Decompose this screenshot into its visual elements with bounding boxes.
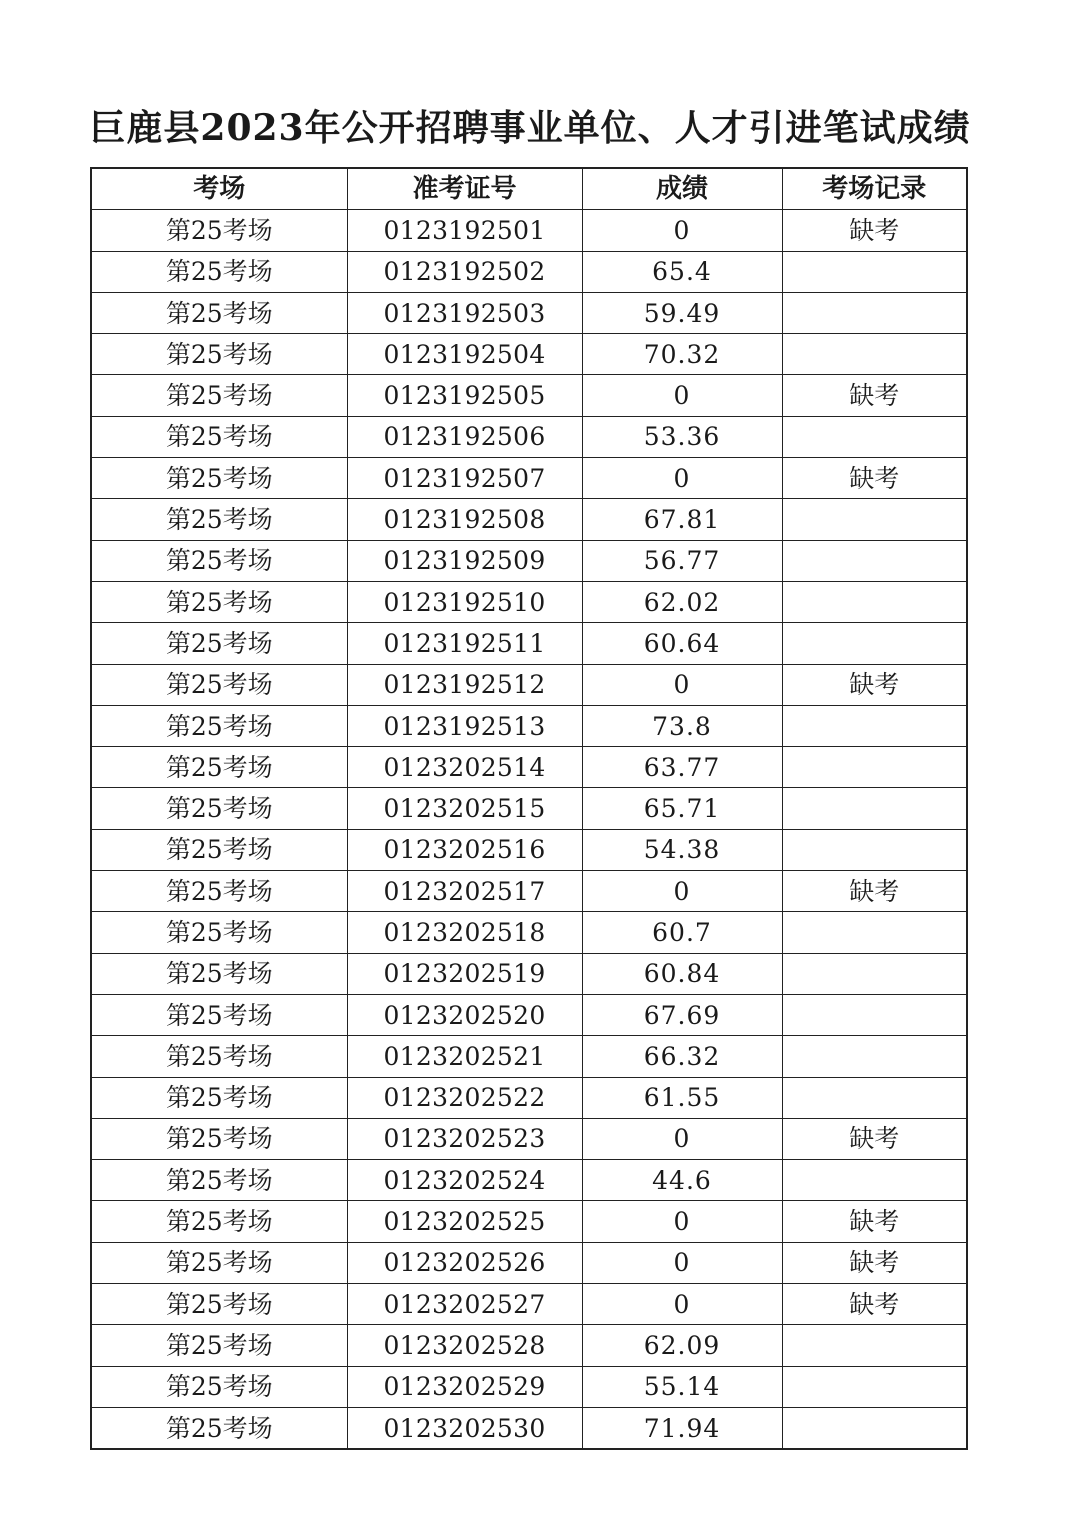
cell-room: 第25考场 [91, 581, 347, 622]
cell-room-record [782, 1077, 967, 1118]
cell-room: 第25考场 [91, 1201, 347, 1242]
cell-room-record: 缺考 [782, 1242, 967, 1283]
table-row [91, 251, 967, 292]
cell-room: 第25考场 [91, 1407, 347, 1449]
cell-room: 第25考场 [91, 1366, 347, 1407]
cell-room: 第25考场 [91, 540, 347, 581]
cell-room: 第25考场 [91, 623, 347, 664]
cell-room: 第25考场 [91, 1325, 347, 1366]
cell-room: 第25考场 [91, 871, 347, 912]
header-ticket-number: 准考证号 [347, 168, 582, 210]
cell-room-record: 缺考 [782, 1118, 967, 1159]
cell-ticket-number: 0123202517 [347, 871, 582, 912]
cell-score: 44.6 [582, 1160, 782, 1201]
cell-room: 第25考场 [91, 210, 347, 251]
cell-room-record: 缺考 [782, 664, 967, 705]
cell-room-record [782, 953, 967, 994]
table-row [91, 1325, 967, 1366]
cell-room: 第25考场 [91, 1160, 347, 1201]
cell-ticket-number: 0123202520 [347, 994, 582, 1035]
table-row [91, 912, 967, 953]
cell-room-record [782, 829, 967, 870]
cell-ticket-number: 0123202516 [347, 829, 582, 870]
cell-score: 65.71 [582, 788, 782, 829]
cell-room: 第25考场 [91, 1284, 347, 1325]
cell-room-record: 缺考 [782, 1201, 967, 1242]
cell-room: 第25考场 [91, 251, 347, 292]
cell-room: 第25考场 [91, 1242, 347, 1283]
cell-score: 60.84 [582, 953, 782, 994]
cell-score: 62.09 [582, 1325, 782, 1366]
cell-ticket-number: 0123202527 [347, 1284, 582, 1325]
cell-score: 70.32 [582, 334, 782, 375]
cell-ticket-number: 0123202530 [347, 1407, 582, 1449]
cell-room-record [782, 499, 967, 540]
cell-score: 60.7 [582, 912, 782, 953]
cell-ticket-number: 0123192512 [347, 664, 582, 705]
cell-ticket-number: 0123192508 [347, 499, 582, 540]
cell-ticket-number: 0123202523 [347, 1118, 582, 1159]
cell-ticket-number: 0123202519 [347, 953, 582, 994]
cell-score: 0 [582, 458, 782, 499]
cell-room: 第25考场 [91, 292, 347, 333]
cell-room-record [782, 251, 967, 292]
cell-room: 第25考场 [91, 458, 347, 499]
cell-ticket-number: 0123202529 [347, 1366, 582, 1407]
cell-room-record [782, 623, 967, 664]
cell-ticket-number: 0123192506 [347, 416, 582, 457]
table-row [91, 1407, 967, 1449]
cell-room-record [782, 788, 967, 829]
table-row [91, 623, 967, 664]
cell-room-record: 缺考 [782, 871, 967, 912]
cell-ticket-number: 0123192504 [347, 334, 582, 375]
cell-score: 0 [582, 664, 782, 705]
cell-ticket-number: 0123192513 [347, 705, 582, 746]
cell-room-record [782, 581, 967, 622]
table-row [91, 747, 967, 788]
table-row [91, 416, 967, 457]
cell-score: 73.8 [582, 705, 782, 746]
cell-ticket-number: 0123192509 [347, 540, 582, 581]
cell-room: 第25考场 [91, 994, 347, 1035]
header-room: 考场 [91, 168, 347, 210]
table-header [91, 168, 967, 210]
table-row [91, 705, 967, 746]
cell-score: 54.38 [582, 829, 782, 870]
table-row [91, 664, 967, 705]
cell-score: 56.77 [582, 540, 782, 581]
cell-room-record [782, 1325, 967, 1366]
cell-score: 66.32 [582, 1036, 782, 1077]
table-row [91, 1118, 967, 1159]
cell-room: 第25考场 [91, 1036, 347, 1077]
cell-room: 第25考场 [91, 705, 347, 746]
cell-room-record: 缺考 [782, 458, 967, 499]
cell-room-record [782, 994, 967, 1035]
cell-room: 第25考场 [91, 1077, 347, 1118]
cell-score: 67.69 [582, 994, 782, 1035]
cell-score: 59.49 [582, 292, 782, 333]
cell-score: 71.94 [582, 1407, 782, 1449]
cell-ticket-number: 0123192502 [347, 251, 582, 292]
table-row [91, 540, 967, 581]
cell-room-record: 缺考 [782, 1284, 967, 1325]
cell-room-record [782, 1036, 967, 1077]
cell-room: 第25考场 [91, 499, 347, 540]
table-row [91, 1077, 967, 1118]
header-row [91, 168, 967, 210]
cell-ticket-number: 0123192501 [347, 210, 582, 251]
cell-room-record [782, 1366, 967, 1407]
table-row [91, 499, 967, 540]
cell-room: 第25考场 [91, 747, 347, 788]
cell-room: 第25考场 [91, 334, 347, 375]
cell-ticket-number: 0123202525 [347, 1201, 582, 1242]
page-title: 巨鹿县2023年公开招聘事业单位、人才引进笔试成绩 [89, 107, 971, 149]
cell-ticket-number: 0123202528 [347, 1325, 582, 1366]
table-row [91, 292, 967, 333]
score-table [90, 167, 968, 1450]
header-score: 成绩 [582, 168, 782, 210]
cell-ticket-number: 0123192510 [347, 581, 582, 622]
cell-room: 第25考场 [91, 912, 347, 953]
cell-score: 0 [582, 1118, 782, 1159]
cell-score: 65.4 [582, 251, 782, 292]
cell-room: 第25考场 [91, 788, 347, 829]
cell-ticket-number: 0123202521 [347, 1036, 582, 1077]
cell-ticket-number: 0123202518 [347, 912, 582, 953]
cell-room-record [782, 540, 967, 581]
cell-room-record [782, 912, 967, 953]
cell-ticket-number: 0123192505 [347, 375, 582, 416]
cell-room: 第25考场 [91, 829, 347, 870]
cell-ticket-number: 0123192511 [347, 623, 582, 664]
cell-ticket-number: 0123202515 [347, 788, 582, 829]
cell-score: 0 [582, 871, 782, 912]
table-row [91, 375, 967, 416]
table-row [91, 829, 967, 870]
cell-room-record [782, 705, 967, 746]
table-row [91, 458, 967, 499]
table-row [91, 788, 967, 829]
cell-score: 0 [582, 1201, 782, 1242]
table-row [91, 994, 967, 1035]
cell-score: 61.55 [582, 1077, 782, 1118]
table-body [91, 210, 967, 1449]
cell-room: 第25考场 [91, 1118, 347, 1159]
table-row [91, 1242, 967, 1283]
cell-room: 第25考场 [91, 953, 347, 994]
cell-ticket-number: 0123202526 [347, 1242, 582, 1283]
cell-ticket-number: 0123192507 [347, 458, 582, 499]
cell-score: 0 [582, 1284, 782, 1325]
table-row [91, 1036, 967, 1077]
cell-room: 第25考场 [91, 375, 347, 416]
table-row [91, 1366, 967, 1407]
table-row [91, 871, 967, 912]
cell-score: 67.81 [582, 499, 782, 540]
cell-room-record [782, 1160, 967, 1201]
table-row [91, 210, 967, 251]
table-row [91, 1160, 967, 1201]
header-room-record: 考场记录 [782, 168, 967, 210]
cell-score: 60.64 [582, 623, 782, 664]
cell-room-record [782, 1407, 967, 1449]
cell-room: 第25考场 [91, 664, 347, 705]
table-row [91, 334, 967, 375]
cell-score: 0 [582, 210, 782, 251]
cell-room: 第25考场 [91, 416, 347, 457]
cell-score: 0 [582, 375, 782, 416]
cell-ticket-number: 0123202522 [347, 1077, 582, 1118]
table-row [91, 1201, 967, 1242]
table-row [91, 581, 967, 622]
table-row [91, 1284, 967, 1325]
cell-ticket-number: 0123202514 [347, 747, 582, 788]
cell-room-record: 缺考 [782, 375, 967, 416]
cell-score: 62.02 [582, 581, 782, 622]
table-row [91, 953, 967, 994]
cell-ticket-number: 0123202524 [347, 1160, 582, 1201]
cell-room-record [782, 747, 967, 788]
cell-room-record [782, 334, 967, 375]
cell-score: 55.14 [582, 1366, 782, 1407]
cell-score: 0 [582, 1242, 782, 1283]
cell-room-record [782, 416, 967, 457]
cell-score: 53.36 [582, 416, 782, 457]
cell-room-record [782, 292, 967, 333]
cell-score: 63.77 [582, 747, 782, 788]
cell-ticket-number: 0123192503 [347, 292, 582, 333]
cell-room-record: 缺考 [782, 210, 967, 251]
